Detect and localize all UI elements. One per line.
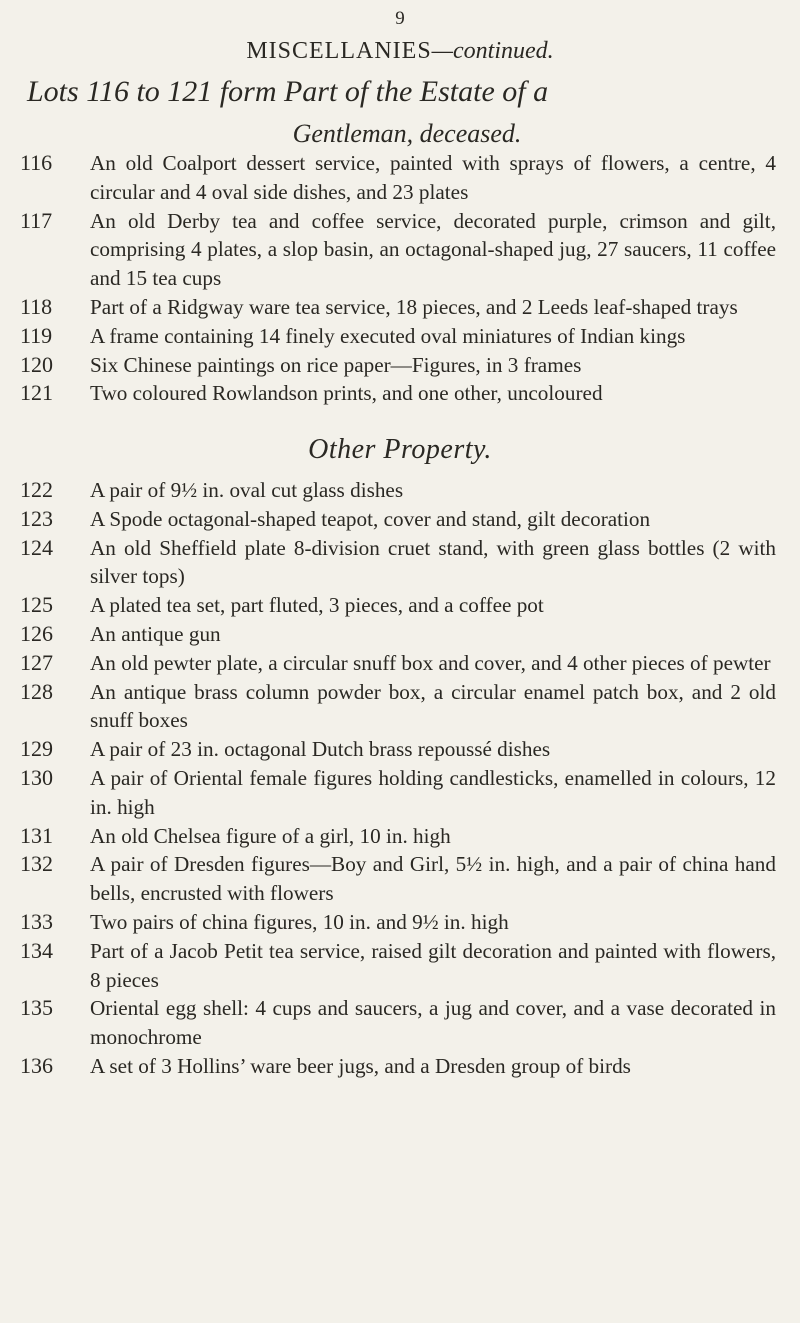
lot-entry [18, 908, 788, 937]
lot-number: 118 [20, 293, 53, 319]
lot-entry [18, 678, 788, 736]
lot-description: A Spode octagonal-shaped teapot, cover and stand, gilt decoration [90, 506, 651, 531]
lot-description: An old Chelsea figure of a girl, 10 in. high [90, 823, 451, 848]
lot-description: Two coloured Rowlandson prints, and one other, uncoloured [90, 381, 603, 406]
lot-description: An antique brass column powder box, a circular enamel patch box, and 2 old snuff boxes [90, 679, 776, 733]
lot-entry [18, 591, 788, 620]
lot-description: A pair of Oriental female figures holding candlesticks, enamelled in colours, 12 in. high [90, 765, 776, 819]
lot-description: A pair of 9½ in. oval cut glass dishes [90, 478, 404, 502]
lot-description: A plated tea set, part fluted, 3 pieces, and a coffee pot [90, 593, 544, 618]
lot-description: Six Chinese paintings on rice paper—Figures, in 3 frames [90, 352, 582, 377]
lot-description: An old Derby tea and coffee service, decorated purple, crimson and gilt, comprising 4 plates, a slop basin, an octagonal-shaped jug, 27 saucers, 11 coffee and 15 tea cups [90, 208, 776, 291]
lot-description: Part of a Ridgway ware tea service, 18 pieces, and 2 Leeds leaf-shaped trays [90, 294, 738, 319]
lot-description: A pair of 23 in. octagonal Dutch brass repoussé dishes [90, 737, 551, 762]
lot-number: 136 [20, 1052, 53, 1078]
lot-number: 135 [20, 995, 53, 1021]
lot-entry [18, 534, 788, 592]
lot-list-other-property [18, 476, 788, 1081]
lot-entry [18, 293, 788, 322]
lot-entry [18, 476, 788, 505]
lot-description: An old Coalport dessert service, painted with sprays of flowers, a centre, 4 circular and 4 oval side dishes, and 23 plates [90, 151, 776, 204]
lot-description: Oriental egg shell: 4 cups and saucers, a jug and cover, and a vase decorated in monochrome [90, 996, 776, 1050]
lot-description: An old Sheffield plate 8-division cruet stand, with green glass bottles (2 with silver tops) [90, 535, 776, 589]
intro-line-1: Lots 116 to 121 form Part of the Estate of a [27, 75, 549, 108]
lot-description: Two pairs of china figures, 10 in. and 9½ in. high [90, 909, 509, 934]
lot-description: A frame containing 14 finely executed oval miniatures of Indian kings [90, 323, 686, 348]
lot-number: 122 [20, 477, 53, 502]
lot-entry [18, 937, 788, 995]
lot-number: 128 [20, 678, 53, 704]
lot-description: Part of a Jacob Petit tea service, raised gilt decoration and painted with flowers, 8 pieces [90, 938, 776, 992]
lot-entry [18, 850, 788, 908]
estate-intro [27, 71, 787, 155]
lot-entry [18, 207, 788, 293]
lot-entry [18, 322, 788, 351]
section-heading: Other Property. [308, 434, 492, 465]
lot-entry [18, 149, 788, 207]
lot-number: 134 [20, 937, 53, 963]
lot-entry [18, 994, 788, 1052]
lot-entry [18, 1052, 788, 1081]
lot-entry [18, 379, 788, 408]
header-title: MISCELLANIES [246, 38, 432, 64]
lot-number: 129 [20, 736, 53, 762]
lot-description: A set of 3 Hollins’ ware beer jugs, and a Dresden group of birds [90, 1053, 631, 1078]
lot-number: 131 [20, 822, 53, 848]
lot-entry [18, 351, 788, 380]
lot-number: 121 [20, 380, 53, 406]
lot-list-estate [18, 149, 788, 408]
lot-number: 120 [20, 351, 53, 377]
lot-entry [18, 735, 788, 764]
lot-entry [18, 505, 788, 534]
lot-number: 116 [20, 150, 53, 175]
lot-entry [18, 764, 788, 822]
intro-line-2: Gentleman, deceased. [292, 119, 522, 148]
lot-entry [18, 822, 788, 851]
lot-description: An old pewter plate, a circular snuff box and cover, and 4 other pieces of pewter [90, 650, 771, 675]
page-number: 9 [395, 8, 405, 29]
lot-number: 130 [20, 764, 53, 790]
lot-number: 126 [20, 620, 53, 646]
lot-entry [18, 620, 788, 649]
lot-number: 123 [20, 505, 53, 531]
lot-description: A pair of Dresden figures—Boy and Girl, 5½ in. high, and a pair of china hand bells, encrusted with flowers [90, 852, 776, 906]
lot-number: 127 [20, 649, 53, 675]
lot-entry [18, 649, 788, 678]
lot-description: An antique gun [90, 621, 221, 646]
page-header [0, 38, 800, 65]
header-continued: —continued. [431, 38, 554, 64]
lot-number: 124 [20, 534, 53, 560]
lot-number: 117 [20, 207, 53, 233]
lot-number: 132 [20, 851, 53, 877]
lot-number: 119 [20, 322, 53, 348]
lot-number: 125 [20, 592, 53, 618]
lot-number: 133 [20, 908, 53, 934]
